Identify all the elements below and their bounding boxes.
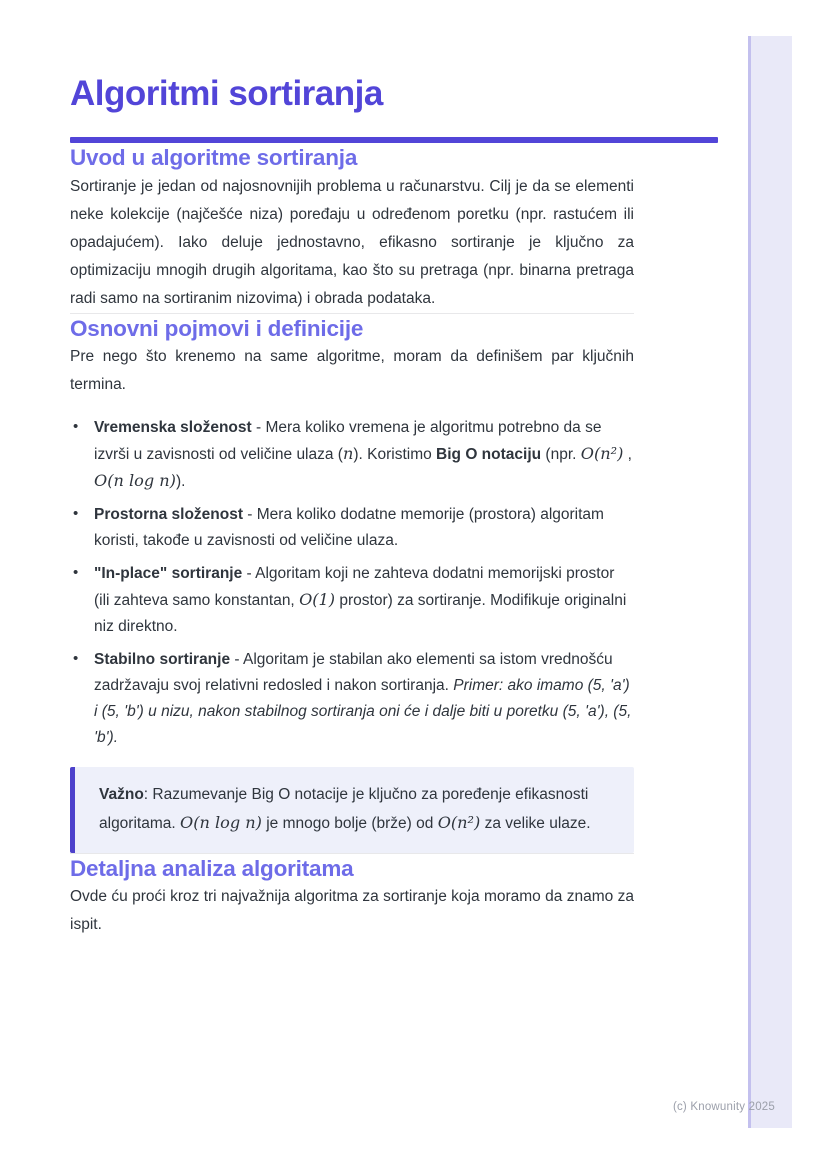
text-segment-bold: Prostorna složenost <box>94 505 243 523</box>
definitions-list <box>70 415 634 751</box>
text-segment-math: O(n log n) <box>94 470 176 490</box>
text-segment-text: - Mera koliko dodatne memorije (prostora) algoritam koristi, takođe u zavisnosti od veličine ulaza. <box>94 505 604 549</box>
text-segment-math: O(n²) <box>580 443 624 463</box>
section-heading-analysis: Detaljna analiza algoritama <box>70 855 354 881</box>
list-item-text <box>94 651 631 746</box>
section-heading-intro: Uvod u algoritme sortiranja <box>70 145 358 171</box>
scrollbar-track[interactable] <box>748 36 792 1128</box>
text-segment-math: O(n log n) <box>179 813 262 833</box>
analysis-paragraph: Ovde ću proći kroz tri najvažnija algoritma za sortiranje koja moramo da znamo za ispit. <box>70 888 634 933</box>
list-item <box>70 561 634 640</box>
list-item-text <box>94 419 632 490</box>
bullet-icon: • <box>73 563 79 581</box>
text-segment-text: ). <box>175 472 186 490</box>
text-segment-math: O(n²) <box>437 813 481 833</box>
bullet-icon: • <box>73 649 79 667</box>
text-segment-bold: "In-place" sortiranje <box>94 564 243 582</box>
document-content <box>70 0 634 939</box>
intro-paragraph: Sortiranje je jedan od najosnovnijih problema u računarstvu. Cilj je da se elementi neke kolekcije (najčešće niza) poređaju u određenom poretku (npr. rastućem ili opadajućem). Iako deluje jednostavno, efikasno sortiranje je ključno za optimizaciju mnogih drugih algoritama, kao što su pretraga (npr. binarna pretraga radi samo na sortiranim nizovima) i obrada podataka. <box>70 177 634 307</box>
bullet-icon: • <box>73 504 79 522</box>
text-segment-text: je mnogo bolje (brže) od <box>261 815 438 833</box>
list-item-text <box>94 565 626 635</box>
document-title: Algoritmi sortiranja <box>70 74 383 113</box>
text-segment-text: - Algoritam je stabilan ako elementi sa istom vrednošću zadržavaju svoj relativni redosled i nakon sortiranja. <box>94 650 613 694</box>
text-segment-bold: Big O notaciju <box>436 445 542 463</box>
text-segment-text: , <box>623 445 632 463</box>
section-heading-basics: Osnovni pojmovi i definicije <box>70 315 364 341</box>
list-item <box>70 647 634 751</box>
text-segment-text: prostor) za sortiranje. Modifikuje originalni niz direktno. <box>94 591 627 635</box>
text-segment-text: za velike ulaze. <box>480 815 591 833</box>
bullet-icon: • <box>73 417 79 435</box>
text-segment-bold: Vremenska složenost <box>94 418 252 436</box>
list-item <box>70 415 634 495</box>
text-segment-text: - Mera koliko vremena je algoritmu potrebno da se izvrši u zavisnosti od veličine ulaza ( <box>94 418 602 463</box>
text-segment-bold: Stabilno sortiranje <box>94 650 231 668</box>
important-callout <box>70 767 634 853</box>
text-segment-text: - Algoritam koji ne zahteva dodatni memorijski prostor (ili zahteva samo konstantan, <box>94 564 615 609</box>
text-segment-text: ). Koristimo <box>353 445 437 463</box>
basics-paragraph: Pre nego što krenemo na same algoritme, moram da definišem par ključnih termina. <box>70 347 634 393</box>
text-segment-math: O(1) <box>299 589 336 609</box>
text-segment-italic: Primer: ako imamo (5, 'a') i (5, 'b') u nizu, nakon stabilnog sortiranja oni će i dalje biti u poretku (5, 'a'), (5, 'b'). <box>94 676 632 746</box>
text-segment-math: n <box>342 443 354 463</box>
text-segment-text: : Razumevanje Big O notacije je ključno za poređenje efikasnosti algoritama. <box>99 785 589 833</box>
list-item-text <box>94 506 604 549</box>
list-item <box>70 502 634 554</box>
text-segment-text: (npr. <box>541 445 581 463</box>
text-segment-bold: Važno <box>99 785 144 803</box>
copyright-footer: (c) Knowunity 2025 <box>672 1101 775 1113</box>
